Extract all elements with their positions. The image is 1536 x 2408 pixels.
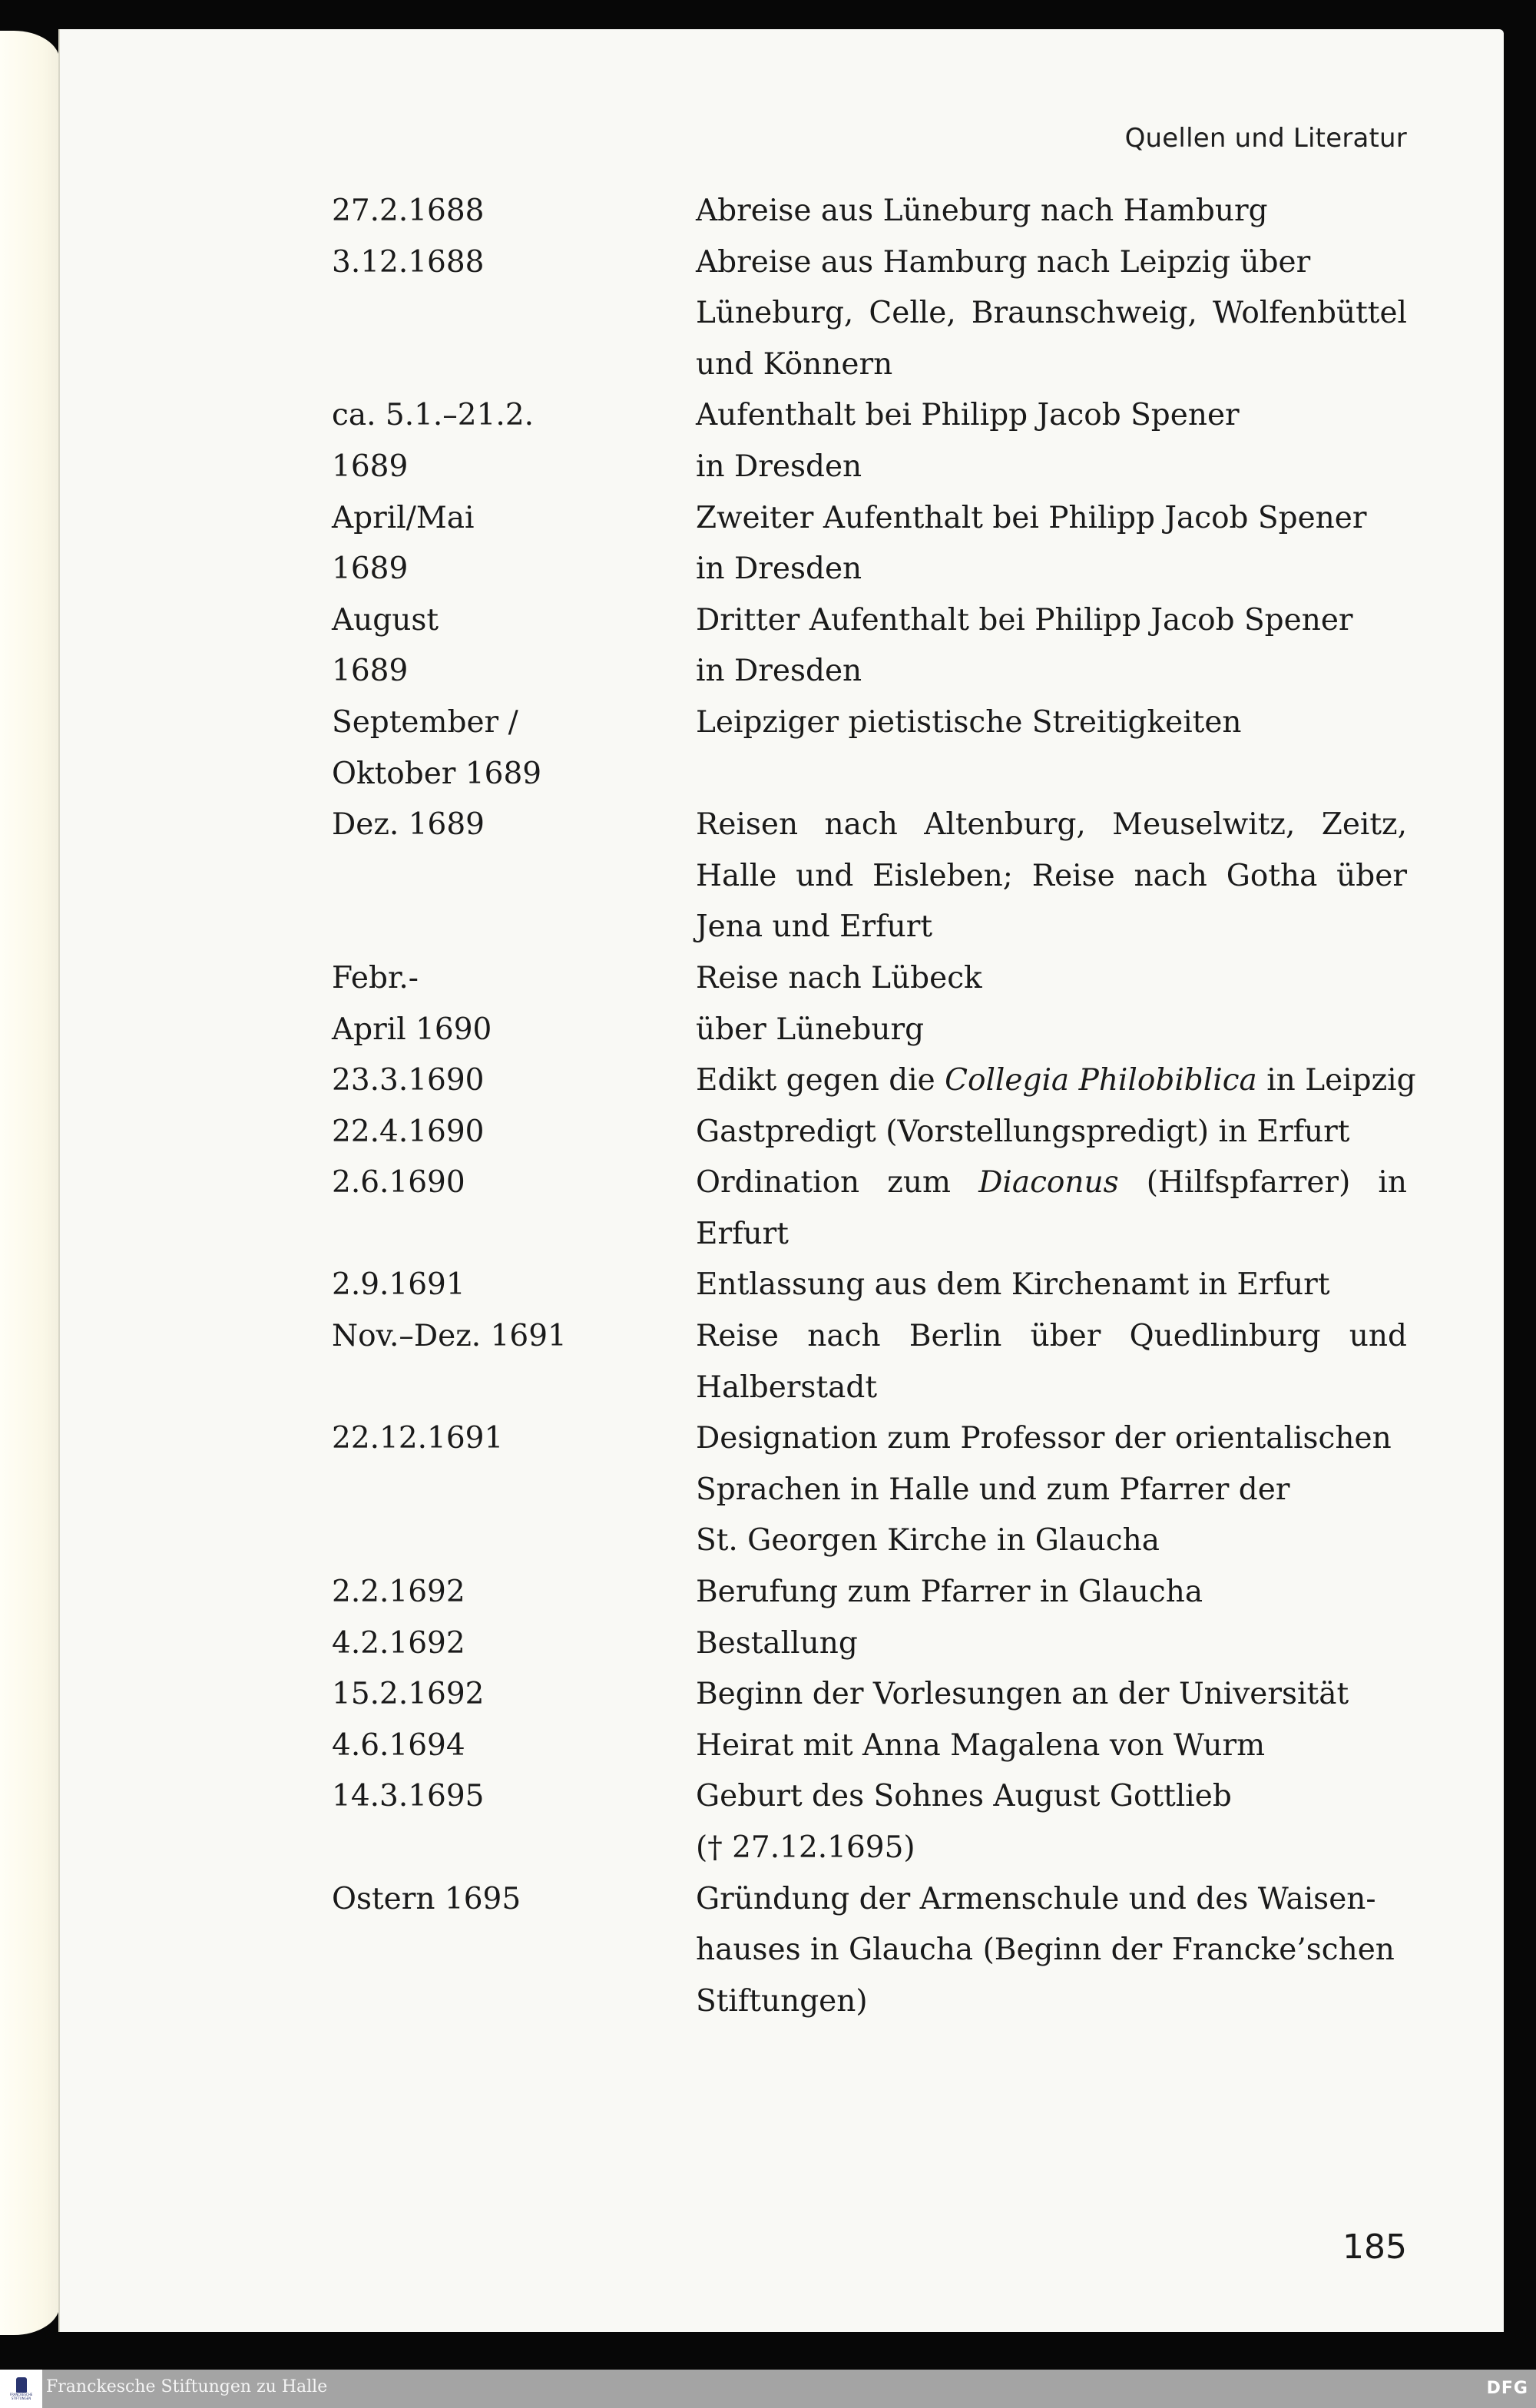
event-line: Reise nach Lübeck bbox=[696, 960, 982, 995]
event-line: Abreise aus Lüneburg nach Hamburg bbox=[696, 194, 1268, 228]
entry-event bbox=[696, 800, 1407, 953]
entry-date: 4.2.1692 bbox=[332, 1625, 465, 1661]
entry-event bbox=[696, 1874, 1407, 2028]
entry-event bbox=[696, 493, 1407, 595]
dfg-logo: DFG bbox=[1486, 2379, 1528, 2398]
event-line: in Dresden bbox=[696, 449, 862, 484]
event-line: Berufung zum Pfarrer in Glaucha bbox=[696, 1575, 1203, 1610]
event-line: hauses in Glaucha (Beginn der Francke’schen bbox=[696, 1933, 1395, 1968]
entry-event bbox=[696, 1771, 1407, 1873]
entry-event bbox=[696, 186, 1407, 237]
event-line: Gründung der Armenschule und des Waisen- bbox=[696, 1881, 1376, 1916]
institution-logo bbox=[0, 2370, 42, 2408]
entry-date: 15.2.1692 bbox=[332, 1677, 485, 1712]
event-line: Designation zum Professor der orientalischen bbox=[696, 1421, 1392, 1456]
entry-event bbox=[696, 1107, 1407, 1158]
event-line: in Dresden bbox=[696, 654, 862, 689]
entry-event bbox=[696, 1413, 1407, 1567]
entry-event bbox=[696, 1721, 1407, 1772]
entry-event bbox=[696, 595, 1407, 697]
event-line bbox=[696, 1055, 1416, 1107]
event-line: Zweiter Aufenthalt bei Philipp Jacob Spener bbox=[696, 500, 1367, 535]
event-line: in Dresden bbox=[696, 551, 862, 587]
entry-date: September / Oktober 1689 bbox=[332, 704, 542, 791]
chronology-entry bbox=[332, 1158, 1407, 1260]
event-line: Reisen nach Altenburg, Meuselwitz, Zeitz, bbox=[696, 807, 1407, 843]
chronology-entry bbox=[332, 800, 1407, 953]
entry-date: August 1689 bbox=[332, 602, 439, 689]
event-line: Heirat mit Anna Magalena von Wurm bbox=[696, 1727, 1266, 1763]
chronology-table bbox=[332, 186, 1416, 2027]
event-text: in Leipzig bbox=[1256, 1063, 1416, 1098]
chronology-entry bbox=[332, 186, 1407, 237]
entry-date: Dez. 1689 bbox=[332, 807, 485, 843]
logo-text: FRANCKESCHE STIFTUNGEN bbox=[9, 2393, 33, 2400]
chronology-entry bbox=[332, 1874, 1407, 2028]
event-line: Dritter Aufenthalt bei Philipp Jacob Spener bbox=[696, 602, 1353, 638]
event-line: Reise nach Berlin über Quedlinburg und bbox=[696, 1319, 1407, 1354]
entry-date: ca. 5.1.–21.2. 1689 bbox=[332, 398, 535, 484]
entry-date: 23.3.1690 bbox=[332, 1063, 485, 1098]
event-line: Halberstadt bbox=[696, 1370, 877, 1405]
chronology-entry bbox=[332, 1260, 1407, 1311]
entry-date: 2.2.1692 bbox=[332, 1575, 465, 1610]
event-line: († 27.12.1695) bbox=[696, 1830, 915, 1865]
event-line: Beginn der Vorlesungen an der Universität bbox=[696, 1677, 1349, 1712]
entry-event bbox=[696, 953, 1407, 1055]
chronology-entry bbox=[332, 237, 1407, 391]
chronology-entry bbox=[332, 953, 1407, 1055]
chronology-entry bbox=[332, 1771, 1407, 1873]
event-line: Jena und Erfurt bbox=[696, 909, 933, 945]
entry-event bbox=[696, 1311, 1407, 1413]
entry-date: 14.3.1695 bbox=[332, 1779, 485, 1814]
chronology-entry bbox=[332, 595, 1407, 697]
entry-event bbox=[696, 1618, 1407, 1670]
event-line: Aufenthalt bei Philipp Jacob Spener bbox=[696, 398, 1240, 433]
event-text: (Hilfspfarrer) in bbox=[1118, 1165, 1407, 1201]
chronology-entry bbox=[332, 1311, 1407, 1413]
francke-figure-icon bbox=[16, 2377, 27, 2393]
chronology-entry bbox=[332, 697, 1407, 800]
event-line: Halle und Eisleben; Reise nach Gotha über bbox=[696, 858, 1407, 893]
running-head: Quellen und Literatur bbox=[1124, 123, 1407, 154]
entry-event bbox=[696, 237, 1407, 391]
footer-bar bbox=[0, 2370, 1536, 2408]
entry-date: 22.4.1690 bbox=[332, 1114, 485, 1149]
entry-event bbox=[696, 1055, 1416, 1107]
event-line bbox=[696, 1158, 1407, 1209]
event-line: Lüneburg, Celle, Braunschweig, Wolfenbüttel bbox=[696, 296, 1407, 331]
event-line: St. Georgen Kirche in Glaucha bbox=[696, 1523, 1160, 1558]
chronology-entry bbox=[332, 1055, 1416, 1107]
institution-name: Franckesche Stiftungen zu Halle bbox=[46, 2377, 328, 2396]
entry-date: 3.12.1688 bbox=[332, 244, 485, 280]
event-line: Bestallung bbox=[696, 1625, 858, 1661]
chronology-entry bbox=[332, 493, 1407, 595]
chronology-entry bbox=[332, 1721, 1407, 1772]
adjacent-page-edge bbox=[0, 31, 60, 2335]
book-page bbox=[58, 29, 1504, 2332]
entry-date: April/Mai 1689 bbox=[332, 500, 475, 587]
entry-date: 22.12.1691 bbox=[332, 1421, 504, 1456]
event-line: Abreise aus Hamburg nach Leipzig über bbox=[696, 244, 1311, 280]
event-line: über Lüneburg bbox=[696, 1012, 925, 1047]
event-line: Stiftungen) bbox=[696, 1983, 868, 2019]
entry-date: 4.6.1694 bbox=[332, 1727, 465, 1763]
chronology-entry bbox=[332, 1413, 1407, 1567]
chronology-entry bbox=[332, 1618, 1407, 1670]
event-text: Edikt gegen die bbox=[696, 1063, 945, 1098]
entry-date: 2.6.1690 bbox=[332, 1165, 465, 1201]
event-line: Geburt des Sohnes August Gottlieb bbox=[696, 1779, 1232, 1814]
entry-date: Ostern 1695 bbox=[332, 1881, 521, 1916]
event-line: und Könnern bbox=[696, 346, 893, 382]
entry-event bbox=[696, 1260, 1407, 1311]
event-italic-term: Diaconus bbox=[978, 1165, 1119, 1201]
entry-event bbox=[696, 390, 1407, 492]
event-text: Ordination zum bbox=[696, 1165, 979, 1201]
event-line: Erfurt bbox=[696, 1216, 789, 1251]
entry-event bbox=[696, 697, 1407, 800]
event-italic-term: Collegia Philobiblica bbox=[945, 1063, 1257, 1098]
page-number: 185 bbox=[1342, 2227, 1407, 2267]
entry-date: Febr.- April 1690 bbox=[332, 960, 492, 1047]
event-line: Sprachen in Halle und zum Pfarrer der bbox=[696, 1472, 1290, 1507]
entry-date: Nov.–Dez. 1691 bbox=[332, 1319, 567, 1354]
entry-date: 2.9.1691 bbox=[332, 1267, 465, 1303]
chronology-entry bbox=[332, 390, 1407, 492]
event-line: Entlassung aus dem Kirchenamt in Erfurt bbox=[696, 1267, 1330, 1303]
chronology-entry bbox=[332, 1669, 1407, 1721]
entry-event bbox=[696, 1158, 1407, 1260]
event-line: Leipziger pietistische Streitigkeiten bbox=[696, 704, 1242, 740]
chronology-entry bbox=[332, 1567, 1407, 1618]
entry-event bbox=[696, 1567, 1407, 1618]
entry-date: 27.2.1688 bbox=[332, 194, 485, 228]
entry-event bbox=[696, 1669, 1407, 1721]
event-line: Gastpredigt (Vorstellungspredigt) in Erfurt bbox=[696, 1114, 1350, 1149]
chronology-entry bbox=[332, 1107, 1407, 1158]
